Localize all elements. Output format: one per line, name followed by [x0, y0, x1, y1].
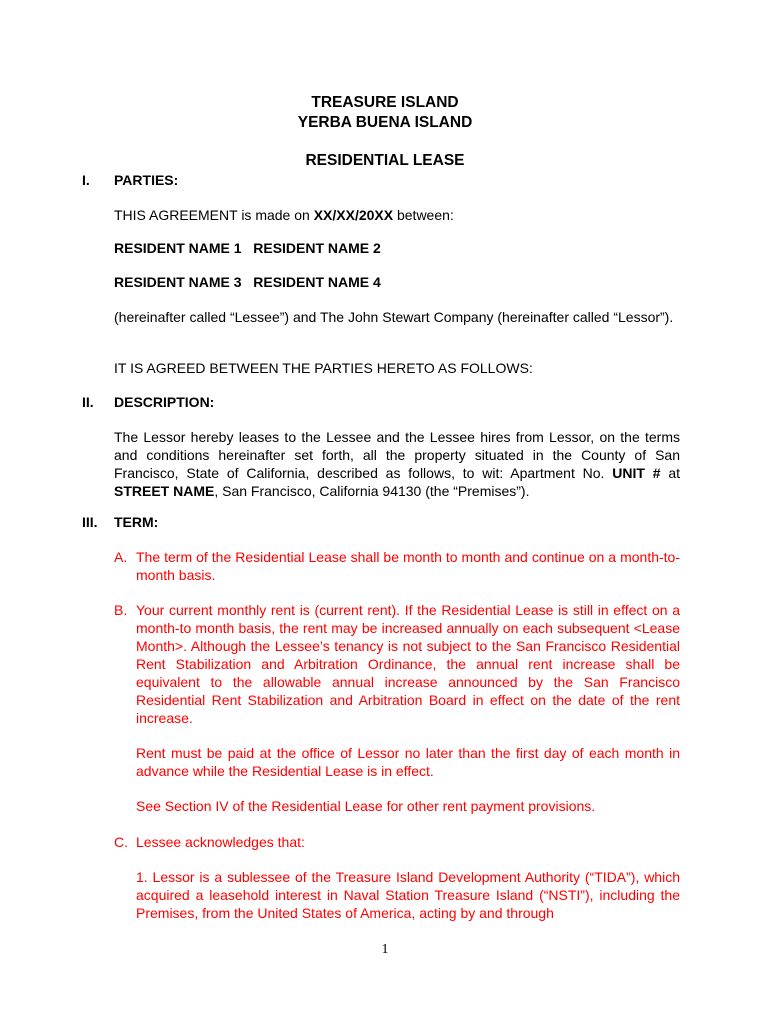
- term-item-b-text: Your current monthly rent is (current rent). If the Residential Lease is still in effect on a month-to month basis, the rent may be increased annually on each subsequent <Lease Month>. Although the Lessee’s tenancy is not subject to the San Francisco Residential Rent Stabilization and Arbitration Ordinance, the annual rent increase shall be equivalent to the allowable annual increase announced by the San Francisco Residential Rent Stabilization and Arbitration Board in effect on the date of the rent increase.: [136, 602, 680, 726]
- page-number: 1: [381, 942, 389, 957]
- unit-number: UNIT #: [612, 465, 661, 481]
- section-2-number: II.: [82, 394, 94, 410]
- term-item-c-label: C.: [114, 834, 128, 850]
- term-item-b: [114, 601, 680, 727]
- rent-payment-paragraph: Rent must be paid at the office of Lessor no later than the first day of each month in advance while the Residential Lease is in effect.: [136, 745, 680, 779]
- description-text-post: , San Francisco, California 94130 (the “Premises”).: [214, 483, 530, 499]
- street-name: STREET NAME: [114, 483, 215, 499]
- section-3-number: III.: [82, 514, 98, 530]
- agreement-pre: THIS AGREEMENT is made on: [114, 207, 314, 223]
- term-item-b-label: B.: [114, 602, 128, 618]
- resident-names-line-2: RESIDENT NAME 3 RESIDENT NAME 4: [114, 274, 381, 290]
- description-text-mid: at: [660, 465, 680, 481]
- section-2-heading: DESCRIPTION:: [114, 394, 215, 410]
- term-item-a-label: A.: [114, 549, 128, 565]
- section-1-number: I.: [82, 172, 90, 188]
- term-item-c-text: Lessee acknowledges that:: [136, 834, 305, 850]
- agreement-line: [114, 206, 680, 224]
- agreement-date: XX/XX/20XX: [313, 207, 394, 223]
- description-text-pre: The Lessor hereby leases to the Lessee and the Lessee hires from Lessor, on the terms and conditions hereinafter set forth, all the property situated in the County of San Francisco, State of California, described as follows, to wit: Apartment No.: [114, 429, 680, 481]
- description-paragraph: [114, 428, 680, 500]
- doc-title-yerba-buena-island: YERBA BUENA ISLAND: [297, 114, 473, 131]
- section-3-heading: TERM:: [114, 514, 159, 530]
- term-item-a-text: The term of the Residential Lease shall be month to month and continue on a month-to-month basis.: [136, 549, 680, 583]
- see-section-paragraph: See Section IV of the Residential Lease for other rent payment provisions.: [136, 798, 596, 814]
- doc-title-treasure-island: TREASURE ISLAND: [311, 94, 459, 111]
- term-item-c: [114, 833, 680, 851]
- section-1-heading: PARTIES:: [114, 172, 179, 188]
- term-item-c1-text: 1. Lessor is a sublessee of the Treasure Island Development Authority (“TIDA”), which acquired a leasehold interest in Naval Station Treasure Island (“NSTI”), including the Premises, from the United States of America, acting by and through: [136, 869, 680, 921]
- agreement-post: between:: [393, 207, 454, 223]
- hereinafter-paragraph: (hereinafter called “Lessee”) and The John Stewart Company (hereinafter called “Lessor”).: [114, 309, 674, 325]
- term-item-a: [114, 548, 680, 584]
- resident-names-line-1: RESIDENT NAME 1 RESIDENT NAME 2: [114, 240, 381, 256]
- doc-title-residential-lease: RESIDENTIAL LEASE: [305, 152, 465, 169]
- agreed-paragraph: IT IS AGREED BETWEEN THE PARTIES HERETO AS FOLLOWS:: [114, 360, 533, 376]
